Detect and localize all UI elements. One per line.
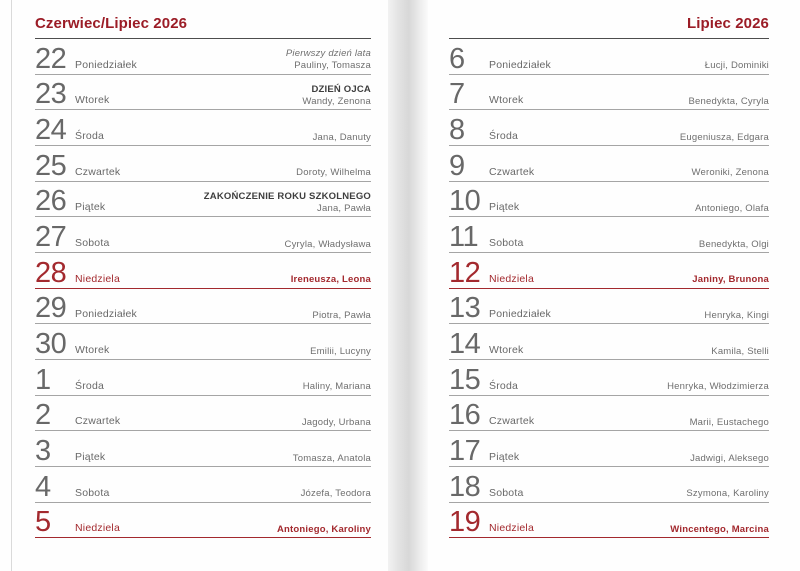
page-left-rows — [35, 39, 371, 538]
weekday-label: Czwartek — [75, 415, 121, 428]
day-row-right — [711, 347, 769, 357]
event-label: Pierwszy dzień lata — [285, 48, 371, 60]
day-number: 9 — [449, 149, 465, 182]
nameday-names: Pauliny, Tomasza — [294, 60, 371, 72]
day-row — [35, 289, 371, 325]
day-number: 29 — [35, 292, 67, 325]
weekday-label: Piątek — [75, 201, 106, 214]
day-row — [35, 431, 371, 467]
day-number: 27 — [35, 220, 67, 253]
day-row — [449, 467, 769, 503]
page-right — [428, 0, 800, 571]
day-row — [35, 182, 371, 218]
weekday-label: Niedziela — [489, 272, 534, 285]
day-number: 1 — [35, 363, 51, 396]
nameday-names: Piotra, Pawła — [312, 309, 371, 321]
day-row — [35, 253, 371, 289]
day-number: 24 — [35, 113, 67, 146]
day-number: 7 — [449, 78, 465, 111]
weekday-label: Piątek — [75, 450, 106, 463]
weekday-label: Sobota — [489, 236, 524, 249]
day-number: 19 — [449, 506, 481, 539]
nameday-names: Haliny, Mariana — [302, 381, 371, 393]
day-row — [35, 75, 371, 111]
nameday-names: Jana, Pawła — [317, 202, 371, 214]
weekday-label: Czwartek — [75, 165, 121, 178]
nameday-names: Jadwigi, Aleksego — [690, 452, 769, 464]
event-label: ZAKOŃCZENIE ROKU SZKOLNEGO — [203, 190, 371, 202]
weekday-label: Czwartek — [489, 165, 535, 178]
day-row — [35, 217, 371, 253]
nameday-names: Łucji, Dominiki — [704, 60, 769, 72]
weekday-label: Poniedziałek — [489, 58, 551, 71]
weekday-label: Sobota — [75, 486, 110, 499]
weekday-label: Piątek — [489, 201, 520, 214]
day-row — [449, 289, 769, 325]
day-row-right — [695, 204, 769, 214]
day-row-right — [689, 97, 770, 107]
day-number: 2 — [35, 399, 51, 432]
weekday-label: Sobota — [75, 236, 110, 249]
weekday-label: Wtorek — [489, 343, 524, 356]
day-row — [35, 503, 371, 539]
day-row — [449, 110, 769, 146]
day-number: 8 — [449, 113, 465, 146]
day-number: 17 — [449, 434, 481, 467]
weekday-label: Wtorek — [75, 343, 110, 356]
nameday-names: Doroty, Wilhelma — [296, 167, 371, 179]
day-row-right — [704, 311, 769, 321]
weekday-label: Poniedziałek — [489, 308, 551, 321]
day-row — [35, 146, 371, 182]
nameday-names: Henryka, Kingi — [704, 309, 769, 321]
day-row-right — [286, 49, 371, 71]
day-row-right — [680, 133, 769, 143]
nameday-names: Jagody, Urbana — [301, 416, 371, 428]
day-row-right — [705, 61, 769, 71]
day-row-right — [310, 347, 371, 357]
nameday-names: Emilii, Lucyny — [310, 345, 371, 357]
page-gutter — [388, 0, 428, 571]
day-row — [449, 182, 769, 218]
day-number: 18 — [449, 470, 481, 503]
event-label: DZIEŃ OJCA — [311, 83, 371, 95]
day-number: 12 — [449, 256, 481, 289]
weekday-label: Wtorek — [489, 94, 524, 107]
weekday-label: Środa — [489, 379, 519, 392]
weekday-label: Piątek — [489, 450, 520, 463]
nameday-names: Wandy, Zenona — [302, 95, 371, 107]
day-row — [35, 39, 371, 75]
nameday-names: Tomasza, Anatola — [292, 452, 371, 464]
day-row — [449, 503, 769, 539]
page-left-header — [35, 0, 371, 39]
nameday-names: Szymona, Karoliny — [686, 488, 769, 500]
day-number: 25 — [35, 149, 67, 182]
day-number: 6 — [449, 42, 465, 75]
day-number: 26 — [35, 185, 67, 218]
day-row-right — [313, 133, 371, 143]
page-left-title: Czerwiec/Lipiec 2026 — [35, 15, 188, 32]
day-row-right — [312, 311, 371, 321]
day-row-right — [692, 275, 769, 285]
weekday-label: Środa — [75, 379, 105, 392]
day-row — [35, 396, 371, 432]
day-row-right — [699, 240, 769, 250]
weekday-label: Środa — [489, 129, 519, 142]
day-number: 5 — [35, 506, 51, 539]
day-row-right — [277, 525, 371, 535]
day-row-right — [302, 418, 371, 428]
day-number: 23 — [35, 78, 67, 111]
day-row — [449, 253, 769, 289]
weekday-label: Niedziela — [75, 522, 120, 535]
day-row — [449, 75, 769, 111]
page-right-rows — [449, 39, 769, 538]
nameday-names: Janiny, Brunona — [692, 274, 769, 286]
day-row — [449, 396, 769, 432]
weekday-label: Sobota — [489, 486, 524, 499]
day-row-right — [293, 454, 371, 464]
day-row-right — [204, 192, 371, 214]
day-row-right — [301, 489, 371, 499]
day-number: 3 — [35, 434, 51, 467]
day-row — [449, 217, 769, 253]
day-number: 22 — [35, 42, 67, 75]
day-number: 28 — [35, 256, 67, 289]
weekday-label: Niedziela — [489, 522, 534, 535]
nameday-names: Marii, Eustachego — [689, 416, 769, 428]
day-row-right — [302, 85, 371, 107]
weekday-label: Niedziela — [75, 272, 120, 285]
day-row — [35, 324, 371, 360]
day-number: 13 — [449, 292, 481, 325]
day-row-right — [686, 489, 769, 499]
day-row — [35, 360, 371, 396]
day-row — [35, 467, 371, 503]
nameday-names: Kamila, Stelli — [711, 345, 769, 357]
page-right-title: Lipiec 2026 — [687, 15, 769, 32]
nameday-names: Ireneusza, Leona — [290, 274, 371, 286]
nameday-names: Antoniego, Olafa — [695, 202, 769, 214]
day-row-right — [285, 240, 371, 250]
day-row — [449, 360, 769, 396]
nameday-names: Benedykta, Olgi — [698, 238, 769, 250]
day-row-right — [690, 454, 769, 464]
day-row — [449, 146, 769, 182]
day-number: 14 — [449, 327, 481, 360]
day-number: 30 — [35, 327, 67, 360]
nameday-names: Jana, Danuty — [312, 131, 371, 143]
day-number: 15 — [449, 363, 481, 396]
nameday-names: Benedykta, Cyryla — [688, 95, 769, 107]
weekday-label: Wtorek — [75, 94, 110, 107]
nameday-names: Antoniego, Karoliny — [276, 523, 371, 535]
day-row-right — [692, 168, 769, 178]
weekday-label: Poniedziałek — [75, 308, 137, 321]
page-right-header — [449, 0, 769, 39]
day-row — [449, 39, 769, 75]
day-row — [35, 110, 371, 146]
weekday-label: Czwartek — [489, 415, 535, 428]
page-left — [0, 0, 388, 571]
day-row-right — [667, 382, 769, 392]
day-number: 4 — [35, 470, 51, 503]
weekday-label: Poniedziałek — [75, 58, 137, 71]
nameday-names: Eugeniusza, Edgara — [679, 131, 769, 143]
day-number: 16 — [449, 399, 481, 432]
nameday-names: Józefa, Teodora — [300, 488, 371, 500]
day-row-right — [291, 275, 371, 285]
weekday-label: Środa — [75, 129, 105, 142]
day-number: 11 — [449, 220, 479, 253]
day-row-right — [303, 382, 371, 392]
nameday-names: Wincentego, Marcina — [670, 523, 769, 535]
nameday-names: Henryka, Włodzimierza — [667, 381, 769, 393]
day-row — [449, 324, 769, 360]
day-row-right — [296, 168, 371, 178]
day-number: 10 — [449, 185, 481, 218]
nameday-names: Cyryla, Władysława — [284, 238, 371, 250]
day-row-right — [690, 418, 769, 428]
day-row — [449, 431, 769, 467]
day-row-right — [670, 525, 769, 535]
nameday-names: Weroniki, Zenona — [691, 167, 769, 179]
